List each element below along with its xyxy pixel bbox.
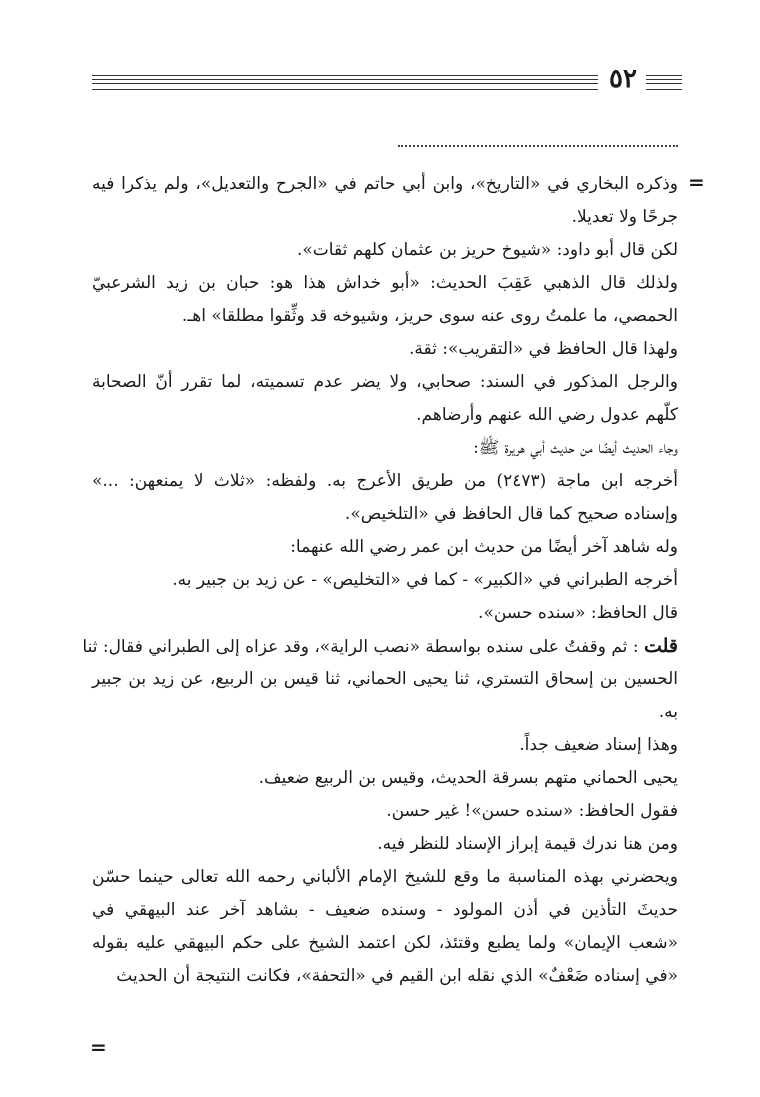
body-text bbox=[82, 168, 678, 993]
text-line: ويحضرني بهذه المناسبة ما وقع للشيخ الإمام الألباني رحمه الله تعالى حينما حسّن bbox=[92, 867, 678, 887]
page-number: ٥٢ bbox=[609, 64, 637, 94]
text-line: فقول الحافظ: «سنده حسن»! غير حسن. bbox=[386, 801, 678, 821]
continuation-mark: = bbox=[90, 1035, 107, 1059]
text-line-rest: ثم وقفتُ على سنده بواسطة «نصب الراية»، وقد عزاه إلى الطبراني فقال: ثنا bbox=[82, 637, 628, 657]
text-line: جرحًا ولا تعديلا. bbox=[571, 207, 678, 227]
continuation-mark: = bbox=[688, 170, 705, 194]
text-line: أخرجه الطبراني في «الكبير» - كما في «التخليص» - عن زيد بن جبير به. bbox=[172, 570, 678, 590]
text-line: وله شاهد آخر أيضًا من حديث ابن عمر رضي الله عنهما: bbox=[290, 537, 678, 557]
text-line: ومن هنا ندرك قيمة إبراز الإسناد للنظر فيه. bbox=[377, 834, 678, 854]
text-line: ولهذا قال الحافظ في «التقريب»: ثقة. bbox=[409, 339, 678, 359]
header-rule-short bbox=[646, 75, 682, 90]
text-line: أخرجه ابن ماجة (٢٤٧٣) من طريق الأعرج به. ولفظه: «ثلاث لا يمنعهن: ...» bbox=[92, 471, 678, 491]
text-line: حديثَ التأذين في أذن المولود - وسنده ضعيف - بشاهد آخر عند البيهقي في bbox=[92, 900, 678, 920]
text-line: والرجل المذكور في السند: صحابي، ولا يضر عدم تسميته، لما تقرر أنّ الصحابة bbox=[92, 372, 678, 392]
text-line: «في إسناده ضَعْفٌ» الذي نقله ابن القيم في «التحفة»، فكانت النتيجة أن الحديث bbox=[116, 966, 678, 986]
text-line: الحمصي، ما علمتُ روى عنه سوى حريز، وشيوخه قد وثِّقوا مطلقا» اهـ. bbox=[181, 306, 678, 326]
text-line: وذكره البخاري في «التاريخ»، وابن أبي حاتم في «الجرح والتعديل»، ولم يذكرا فيه bbox=[92, 174, 678, 194]
footnote-separator bbox=[398, 145, 678, 147]
text-line: «شعب الإيمان» ولما يطبع وقتئذ، لكن اعتمد الشيخ على حكم البيهقي عليه بقوله bbox=[92, 933, 678, 953]
text-line: لكن قال أبو داود: «شيوخ حريز بن عثمان كلهم ثقات». bbox=[297, 240, 678, 260]
text-line: وجاء الحديث أيضًا من حديث أبي هريرة ﷺ: bbox=[473, 438, 678, 458]
text-line-qult: قلت : ثم وقفتُ على سنده بواسطة «نصب الراية»، وقد عزاه إلى الطبراني فقال: ثنا bbox=[82, 635, 678, 657]
text-line: ولذلك قال الذهبي عَقِبَ الحديث: «أبو خداش هذا هو: حبان بن زيد الشرعبيّ bbox=[92, 273, 678, 293]
text-line: وهذا إسناد ضعيف جداً. bbox=[519, 735, 678, 755]
qult-label: قلت bbox=[643, 635, 678, 657]
text-line: قال الحافظ: «سنده حسن». bbox=[478, 603, 678, 623]
text-line: وإسناده صحيح كما قال الحافظ في «التلخيص». bbox=[344, 504, 678, 524]
text-line: به. bbox=[658, 702, 678, 722]
header-rule bbox=[92, 75, 598, 90]
text-line: الحسين بن إسحاق التستري، ثنا يحيى الحماني، ثنا قيس بن الربيع، عن زيد بن جبير bbox=[92, 669, 678, 689]
text-line: كلّهم عدول رضي الله عنهم وأرضاهم. bbox=[416, 405, 678, 425]
text-line: يحيى الحماني متهم بسرقة الحديث، وقيس بن الربيع ضعيف. bbox=[258, 768, 678, 788]
